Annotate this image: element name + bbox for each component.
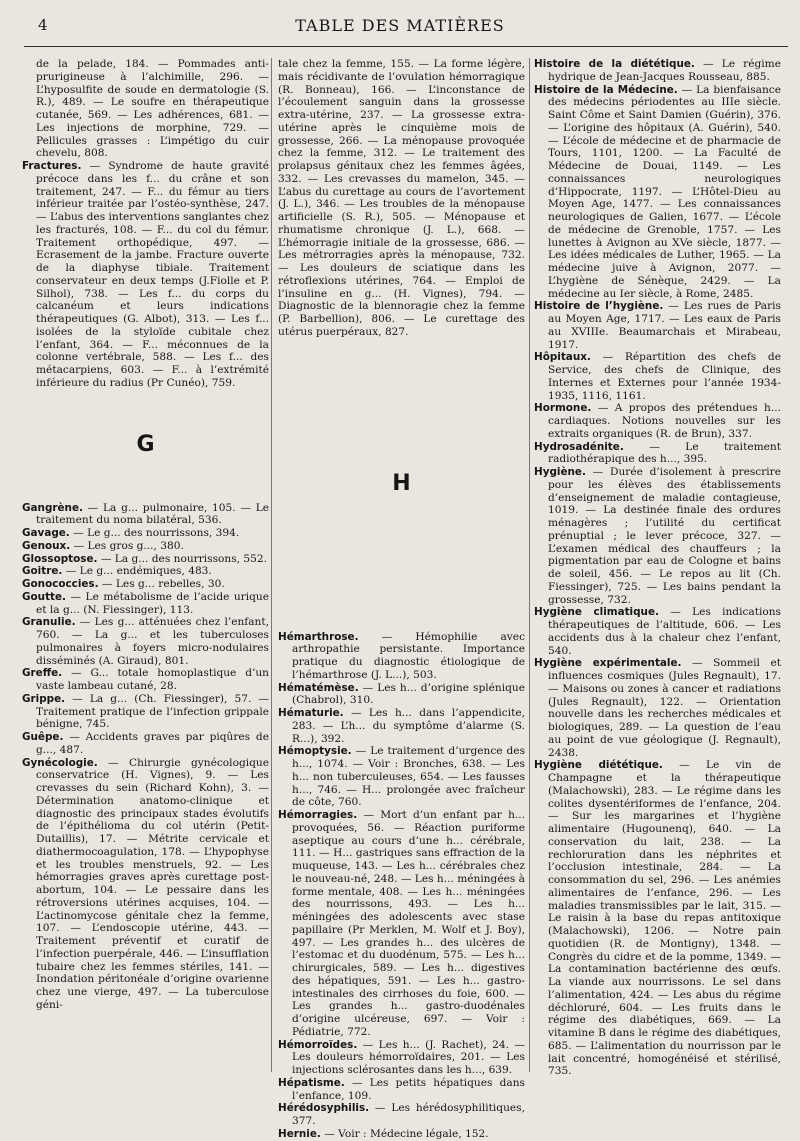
entry-text: — Chirurgie gynécologique conservatrice (H. Vignes), 9. — Les crevasses du sein (Richard Kohn), 3. — Détermination anatomo-clinique et diagnostic des principaux stades évolutifs de l’épithélioma du col utérin (Petit-Dutaillis), 17. — Métrite cervicale et diathermocoagulation, 178. — L’hypophyse et les troubles menstruels, 92. — Les hémorragies graves après curettage post-abortum, 104. — Le pessaire dans les rétroversions utérines acquises, 104. — L’actinomycose génitale chez la femme, 107. — L’endoscopie utérine, 443. — Traitement préventif et curatif de l’infection puerpérale, 446. — L’insufflation tubaire chez les femmes stériles, 141. — Inondation péritonéale d’origine ovarienne chez une vierge, 497. — La tuberculose géni- <box>36 756 269 1011</box>
index-entry <box>534 759 781 1078</box>
entry-heading: Hématémèse. <box>278 681 359 694</box>
entry-text: — Le traitement radiothérapique des h..., 395. <box>548 440 781 466</box>
entry-heading: Hémarthrose. <box>278 630 359 643</box>
entry-heading: Greffe. <box>22 667 63 680</box>
entry-text: — G... totale homoplastique d’un vaste lambeau cutané, 28. <box>36 667 269 692</box>
index-entry <box>22 757 269 1012</box>
entry-text: — Sommeil et influences cosmiques (Jules Regnault), 17. — Maisons ou zones à cancer et radiations (Jules Regnault), 122. — Orientation nouvelle dans les recherches médicales et biologiques, 289. — La question de l’eau au point de vue géologique (J. Regnault), 2438. <box>548 657 781 759</box>
index-entry <box>22 160 269 390</box>
entry-heading: Hépatisme. <box>278 1076 345 1089</box>
entry-text: — Les rues de Paris au Moyen Age, 1717. — Les eaux de Paris au XVIIIe. Beaumarchais et Mirabeau, 1917. <box>548 300 781 351</box>
index-entry <box>278 707 525 745</box>
entry-heading: Hémorroïdes. <box>278 1038 358 1051</box>
header-rule <box>24 46 788 47</box>
entry-heading: Gynécologie. <box>22 756 98 769</box>
entry-heading: Hémoptysie. <box>278 745 352 758</box>
entry-heading: Hémorragies. <box>278 809 358 821</box>
entry-text: — Hémophilie avec arthropathie persistante. Importance pratique du diagnostic étiologique de l’hémarthrose (J. L...), 503. <box>292 630 525 681</box>
entry-heading: Hérédosyphilis. <box>278 1102 370 1115</box>
index-entry <box>534 300 781 351</box>
column-divider <box>529 58 530 1072</box>
page-header <box>0 12 800 42</box>
entry-heading: Histoire de la Médecine. <box>534 83 678 96</box>
index-entry <box>22 731 269 757</box>
section-letter-h-wrap <box>278 339 525 631</box>
index-entry <box>534 84 781 301</box>
entry-heading: Granulie. <box>22 616 76 629</box>
entry-text: — Le régime hydrique de Jean-Jacques Rousseau, 885. <box>548 58 781 83</box>
entry-text: — Les h... dans l’appendicite, 283. — L’h... du symptôme d’alarme (S. R...), 392. <box>292 707 525 745</box>
page-number: 4 <box>38 16 48 34</box>
index-column-3 <box>534 58 781 1078</box>
index-entry <box>278 682 525 708</box>
entry-text: — La g... (Ch. Fiessinger), 57. — Traitement pratique de l’infection grippale bénigne, 745. <box>36 692 269 731</box>
entry-text: — La g... pulmonaire, 105. — Le traitement du noma bilatéral, 536. <box>36 501 269 527</box>
section-letter: G <box>136 432 155 458</box>
entry-text: — Accidents graves par piqûres de g..., 487. <box>36 731 269 756</box>
entry-text: — Syndrome de haute gravité précoce dans les f... du crâne et son traitement, 247. — F... du fémur au tiers inférieur traitée par l’ostéo-synthèse, 247. — L’abus des interventions sanglantes chez les fracturés, 108. — F... du col du fémur. Traitement orthopédique, 497. — Ecrasement de la jambe. Fracture ouverte de la diaphyse tibiale. Traitement conservateur en deux temps (J.Fiolle et P. Silhol), 738. — Les f... du corps du calcanéum et leurs indications thérapeutiques (G. Albot), 313. — Les f... isolées de la styloïde cubitale chez l’enfant, 364. — F... méconnues de la colonne vertébrale, 588. — Les f... des métacarpiens, 603. — F... à l’extrémité inférieure du radius (Pr Cunéo), 759. <box>36 160 269 389</box>
entry-heading: Gangrène. <box>22 501 83 514</box>
index-entry <box>534 402 781 440</box>
entry-text: — Répartition des chefs de Service, des chefs de Clinique, des Internes et Externes pour l’année 1934-1935, 1116, 1161. <box>548 351 781 402</box>
entry-text: — La g... des nourrissons, 552. <box>97 552 267 565</box>
entry-text: — Durée d’isolement à prescrire pour les élèves des établissements d’enseignement de maladie contagieuse, 1019. — La destinée finale des ordures ménagères ; l’utilité du certificat prénuptial ; le lever précoce, 327. — L’examen médical des chauffeurs ; la pigmentation par eau de Cologne et bains de soleil, 456. — Le repos au lit (Ch. Fiessinger), 725. — Les bains pendant la grossesse, 732. <box>548 466 781 606</box>
entry-heading: Hygiène. <box>534 466 586 478</box>
entry-heading: Guêpe. <box>22 731 64 743</box>
index-entry <box>22 591 269 617</box>
index-entry <box>22 553 269 566</box>
entry-text: — Le g... des nourrissons, 394. <box>69 527 240 539</box>
entry-text: — Les h... (J. Rachet), 24. — Les douleurs hémorroïdaires, 201. — Les injections sclérosantes dans les h..., 639. <box>292 1038 525 1076</box>
entry-text: — Les hérédosyphilitiques, 377. <box>292 1102 525 1127</box>
section-letter: H <box>392 471 411 497</box>
entry-heading: Histoire de l’hygiène. <box>534 300 664 313</box>
index-entry <box>534 58 781 84</box>
entry-heading: Hygiène diététique. <box>534 759 663 772</box>
entry-text: — A propos des prétendues h... cardiaques. Notions nouvelles sur les extraits organiques (R. de Brun), 337. <box>548 402 781 440</box>
index-entry <box>534 466 781 606</box>
index-entry <box>534 657 781 759</box>
index-entry <box>22 540 269 553</box>
index-entry <box>22 565 269 578</box>
entry-heading: Hernie. <box>278 1127 321 1140</box>
entry-heading: Grippe. <box>22 692 66 705</box>
section-letter-g-wrap <box>22 390 269 502</box>
index-entry <box>278 1039 525 1077</box>
entry-heading: Hôpitaux. <box>534 351 591 364</box>
entry-heading: Hygiène climatique. <box>534 606 659 619</box>
entry-heading: Goutte. <box>22 590 66 603</box>
index-entry <box>22 693 269 731</box>
entry-heading: Goitre. <box>22 565 63 578</box>
entry-text: — Les gros g..., 380. <box>70 539 184 552</box>
entry-heading: Gonococcies. <box>22 578 99 590</box>
index-entry <box>22 578 269 591</box>
entry-heading: Gavage. <box>22 527 70 539</box>
entry-text: — Les h... d’origine splénique (Chabrol), 310. <box>292 681 525 707</box>
entry-text: — Le g... endémiques, 483. <box>62 565 212 578</box>
entry-heading: Hormone. <box>534 402 592 415</box>
entry-text: — Voir : Médecine légale, 152. <box>320 1127 489 1140</box>
page-title: TABLE DES MATIÈRES <box>295 16 505 35</box>
index-entry <box>534 351 781 402</box>
column-divider <box>271 58 272 1072</box>
entry-heading: Hydrosadénite. <box>534 440 624 453</box>
continued-entry-text: de la pelade, 184. — Pommades anti-prurigineuse à l’alchimille, 296. — L’hyposulfite de soude en dermatologie (S. R.), 489. — Le soufre en thérapeutique cutanée, 569. — Les adhérences, 681. — Les injections de morphine, 729. — Pellicules grasses : L’impétigo du cuir chevelu, 808. <box>36 58 269 160</box>
entry-text: — La bienfaisance des médecins périodentes au IIIe siècle. Saint Côme et Saint Damien (Guérin), 376. — L’origine des hôpitaux (A. Guérin), 540. — L’école de médecine et de pharmacie de Tours, 1101, 1200. — La Faculté de Médecine de Douai, 1149. — Les connaissances neurologiques d’Hippocrate, 1197. — L’Hôtel-Dieu au Moyen Age, 1477. — Les connaissances neurologiques de Galien, 1677. — L’école de médecine de Grenoble, 1757. — Les lunettes à Avignon au XVe siècle, 1877. — Les idées médicales de Luther, 1965. — La médecine juive à Avignon, 2077. — L’hygiène de Sénèque, 2429. — La médecine au Ier siècle, à Rome, 2485. <box>548 83 781 300</box>
continued-entry-text: tale chez la femme, 155. — La forme légère, mais récidivante de l’ovulation hémorragique (R. Bonneau), 166. — L’inconstance de l’écoulement sanguin dans la grossesse extra-utérine, 237. — La grossesse extra-utérine après le cinquième mois de grossesse, 266. — La ménopause provoquée chez la femme, 312. — Le traitement des prolapsus génitaux chez les femmes âgées, 332. — Les crevasses du mamelon, 345. — L’abus du curettage au cours de l’avortement (J. L.), 346. — Les troubles de la ménopause artificielle (S. R.), 505. — Ménopause et rhumatisme chronique (J. L.), 668. — L’hémorragie initiale de la grossesse, 686. — Les métrorragies après la ménopause, 732. — Les douleurs de sciatique dans les rétroflexions utérines, 764. — Emploi de l’insuline en g... (H. Vignes), 794. — Diagnostic de la blennoragie chez la femme (P. Barbellion), 806. — Le curettage des utérus puerpéraux, 827. <box>278 58 525 338</box>
entry-text: — Mort d’un enfant par h... provoquées, 56. — Réaction puriforme aseptique au cours d’une h... cérébrale, 111. — H... gastriques sans effraction de la muqueuse, 143. — Les h... cérébrales chez le nouveau-né, 248. — Les h... méningées à forme mentale, 408. — Les h... méningées des nourrissons, 493. — Les h... méningées des adolescents avec stase papillaire (Pr Merklen, M. Wolf et J. Boy), 497. — Les grandes h... des ulcères de l’estomac et du duodénum, 575. — Les h... chirurgicales, 589. — Les h... digestives des hépatiques, 591. — Les h... gastro-intestinales des cirrhoses du foie, 600. — Les grandes h... gastro-duodénales d’origine ulcéreuse, 697. — Voir : Pédiatrie, 772. <box>292 809 525 1038</box>
entry-text: — Le métabolisme de l’acide urique et la g... (N. Fiessinger), 113. <box>36 590 269 616</box>
entry-text: — Les g... rebelles, 30. <box>98 578 225 590</box>
entry-heading: Glossoptose. <box>22 552 98 565</box>
entry-text: — Les petits hépatiques dans l’enfance, 109. <box>292 1076 525 1102</box>
entry-text: — Les g... atténuées chez l’enfant, 760. — La g... et les tuberculoses pulmonaires à foyers micro-nodulaires disséminés (A. Giraud), 801. <box>36 616 269 667</box>
index-entry <box>278 1077 525 1103</box>
index-column-2 <box>278 58 525 1140</box>
index-entry <box>22 527 269 540</box>
entry-heading: Hématurie. <box>278 707 344 719</box>
index-entry <box>278 1102 525 1128</box>
index-entry <box>278 745 525 809</box>
index-entry <box>278 631 525 682</box>
index-entry <box>534 441 781 467</box>
entry-heading: Histoire de la diététique. <box>534 58 695 70</box>
entry-heading: Fractures. <box>22 160 82 172</box>
entry-text: — Les indications thérapeutiques de l’altitude, 606. — Les accidents dus à la chaleur chez l’enfant, 540. <box>548 606 781 657</box>
index-column-1 <box>22 58 269 1070</box>
entry-heading: Hygiène expérimentale. <box>534 657 682 670</box>
index-entry <box>278 1128 525 1141</box>
index-entry <box>278 809 525 1039</box>
index-entry <box>22 502 269 528</box>
entry-heading: Genoux. <box>22 539 71 552</box>
index-entry <box>534 606 781 657</box>
index-entry <box>22 616 269 667</box>
entry-text: — Le traitement d’urgence des h..., 1074. — Voir : Bronches, 638. — Les h... non tuberculeuses, 654. — Les fausses h..., 746. — H... prolongée avec fraîcheur de côte, 760. <box>292 745 525 809</box>
entry-text: — Le vin de Champagne et la thérapeutique (Malachowski), 283. — Le régime dans les colites dysentériformes de l’enfance, 204. — Sur les margarines et l’hygiène alimentaire (Hugounenq), 640. — La conservation du lait, 238. — La rechloruration dans les néphrites et l’occlusion intestinale, 284. — La consommation du sel, 296. — Les anémies alimentaires de l’enfance, 296. — Les maladies transmissibles par le lait, 315. — Le raisin à la base du repas antitoxique (Malachowski), 1206. — Notre pain quotidien (R. de Montigny), 1348. — Congrès du cidre et de la pomme, 1349. — La contamination bactérienne des œufs. La viande aux nourrissons. Le sel dans l’alimentation, 424. — Les abus du régime déchloruré, 604. — Les fruits dans le régime des diabétiques, 669. — La vitamine B dans le régime des diabétiques, 685. — L’alimentation du nourrisson par le lait concentré, homogénéisé et stérilisé, 735. <box>548 759 781 1078</box>
index-entry <box>22 667 269 693</box>
